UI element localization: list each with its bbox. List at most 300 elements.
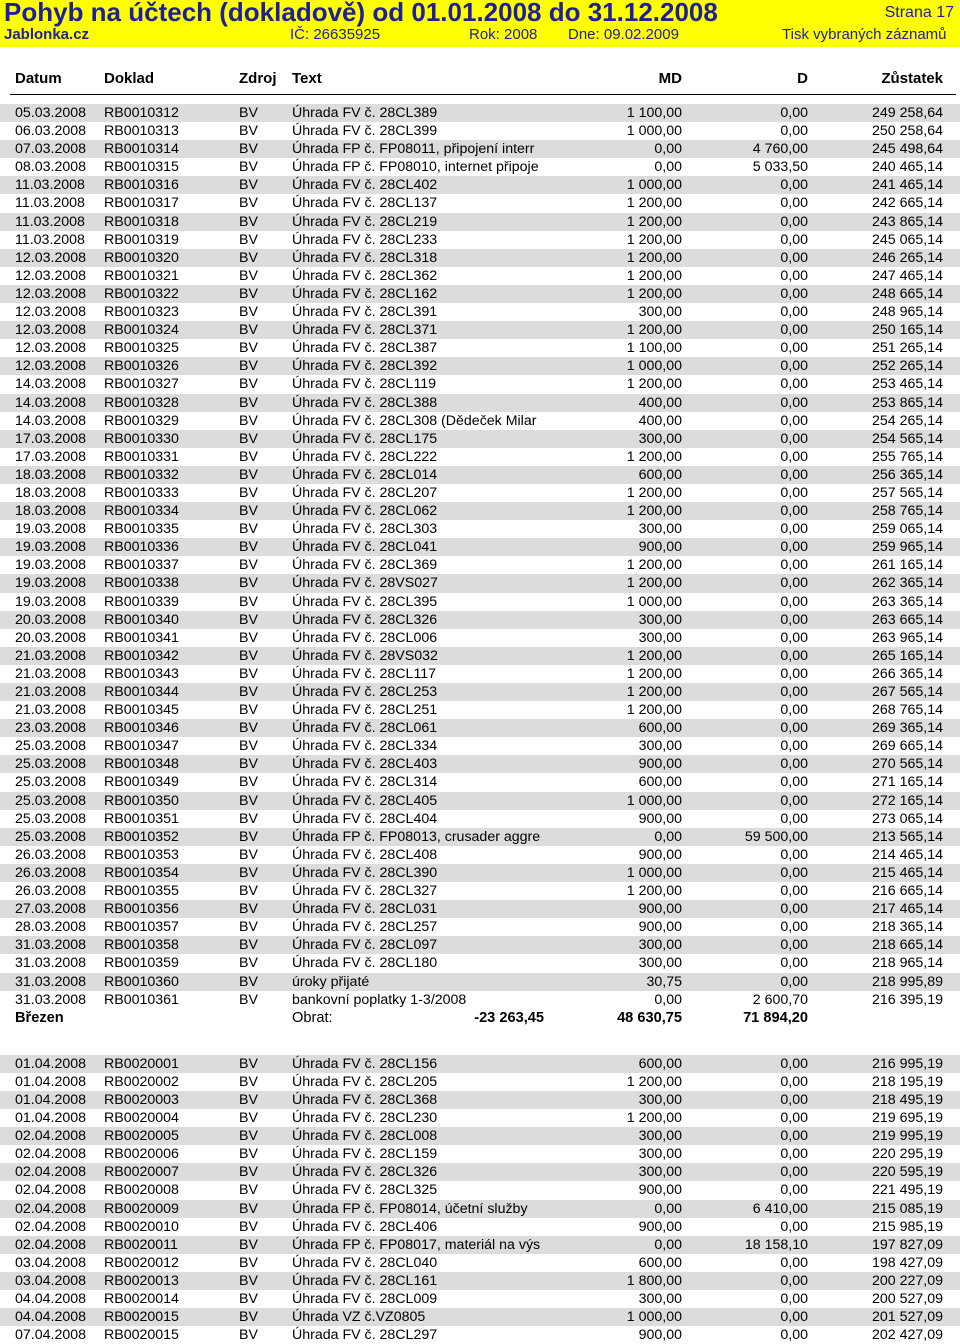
cell-d: 0,00 — [780, 557, 808, 574]
table-row — [0, 158, 960, 176]
cell-balance: 254 265,14 — [871, 412, 943, 429]
cell-balance: 256 365,14 — [871, 466, 943, 483]
cell-balance: 263 665,14 — [871, 611, 943, 628]
column-headers — [0, 70, 960, 92]
cell-text: Úhrada FV č. 28CL334 — [292, 738, 438, 755]
cell-text: Úhrada FV č. 28CL369 — [292, 557, 438, 574]
cell-source: BV — [239, 720, 258, 737]
cell-date: 08.03.2008 — [15, 159, 87, 176]
cell-document: RB0010326 — [104, 358, 179, 375]
table-row — [0, 176, 960, 194]
cell-text: Úhrada FV č. 28CL251 — [292, 702, 438, 719]
cell-text: Úhrada FV č. 28CL308 (Dědeček Milar — [292, 412, 537, 429]
cell-source: BV — [239, 611, 258, 628]
table-row — [0, 285, 960, 303]
cell-d: 0,00 — [780, 105, 808, 121]
cell-document: RB0010356 — [104, 901, 179, 918]
cell-document: RB0010317 — [104, 195, 179, 212]
cell-source: BV — [239, 1272, 258, 1289]
cell-date: 07.03.2008 — [15, 141, 87, 158]
table-row — [0, 846, 960, 864]
cell-d: 0,00 — [780, 629, 808, 646]
cell-text: Úhrada FV č. 28CL162 — [292, 285, 438, 302]
cell-document: RB0020003 — [104, 1091, 179, 1108]
cell-document: RB0010312 — [104, 105, 179, 121]
table-row — [0, 104, 960, 122]
cell-document: RB0010321 — [104, 267, 179, 284]
cell-date: 12.03.2008 — [15, 285, 87, 302]
cell-document: RB0010330 — [104, 430, 179, 447]
cell-balance: 218 495,19 — [871, 1091, 943, 1108]
cell-balance: 267 565,14 — [871, 684, 943, 700]
cell-source: BV — [239, 1128, 258, 1145]
cell-document: RB0020004 — [104, 1110, 179, 1127]
cell-d: 0,00 — [780, 665, 808, 682]
cell-text: Úhrada FV č. 28CL040 — [292, 1254, 438, 1271]
cell-document: RB0010315 — [104, 159, 179, 176]
cell-source: BV — [239, 394, 258, 411]
cell-md: 300,00 — [638, 430, 682, 447]
cell-d: 0,00 — [780, 213, 808, 230]
cell-md: 1 200,00 — [626, 484, 682, 501]
cell-balance: 245 498,64 — [871, 141, 943, 158]
cell-text: Úhrada FV č. 28CL006 — [292, 629, 438, 646]
cell-document: RB0020011 — [104, 1236, 178, 1253]
cell-date: 03.04.2008 — [15, 1272, 87, 1289]
cell-md: 1 200,00 — [626, 665, 682, 682]
summary-month: Březen — [15, 1009, 64, 1026]
cell-text: Úhrada FV č. 28CL253 — [292, 684, 438, 700]
cell-document: RB0010350 — [104, 792, 179, 809]
cell-md: 1 200,00 — [626, 322, 682, 339]
cell-date: 31.03.2008 — [15, 955, 87, 972]
cell-document: RB0020014 — [104, 1291, 179, 1307]
cell-document: RB0010320 — [104, 249, 179, 266]
cell-source: BV — [239, 1309, 258, 1326]
cell-source: BV — [239, 213, 258, 230]
cell-source: BV — [239, 557, 258, 574]
cell-document: RB0020008 — [104, 1182, 179, 1199]
cell-date: 02.04.2008 — [15, 1182, 87, 1199]
cell-md: 600,00 — [638, 1055, 682, 1072]
cell-source: BV — [239, 376, 258, 393]
cell-md: 300,00 — [638, 937, 682, 954]
summary-md: 48 630,75 — [617, 1009, 682, 1026]
cell-d: 0,00 — [780, 702, 808, 719]
cell-md: 1 200,00 — [626, 231, 682, 248]
cell-text: Úhrada FV č. 28CL219 — [292, 213, 438, 230]
cell-document: RB0010353 — [104, 846, 179, 863]
cell-d: 0,00 — [780, 123, 808, 140]
cell-text: Úhrada FV č. 28CL387 — [292, 340, 438, 357]
cell-source: BV — [239, 231, 258, 248]
cell-document: RB0010359 — [104, 955, 179, 972]
cell-text: Úhrada FV č. 28CL041 — [292, 539, 438, 556]
cell-text: Úhrada FV č. 28CL405 — [292, 792, 438, 809]
cell-date: 06.03.2008 — [15, 123, 87, 140]
cell-text: Úhrada FV č. 28CL303 — [292, 521, 438, 538]
cell-d: 0,00 — [780, 466, 808, 483]
cell-source: BV — [239, 593, 258, 610]
cell-md: 0,00 — [654, 991, 682, 1008]
cell-text: Úhrada FP č. FP08010, internet připoje — [292, 159, 539, 176]
cell-d: 59 500,00 — [744, 828, 808, 845]
table-row — [0, 683, 960, 701]
cell-md: 1 000,00 — [626, 1309, 682, 1326]
cell-text: Úhrada FV č. 28CL159 — [292, 1146, 438, 1163]
cell-text: Úhrada FV č. 28CL388 — [292, 394, 438, 411]
cell-document: RB0020015 — [104, 1327, 179, 1344]
cell-balance: 258 765,14 — [871, 503, 943, 520]
table-row — [0, 973, 960, 991]
cell-date: 11.03.2008 — [15, 195, 85, 212]
cell-source: BV — [239, 629, 258, 646]
cell-text: Úhrada FV č. 28VS032 — [292, 647, 438, 664]
cell-balance: 254 565,14 — [871, 430, 943, 447]
cell-balance: 198 427,09 — [871, 1254, 943, 1271]
table-row — [0, 611, 960, 629]
table-row — [0, 394, 960, 412]
cell-document: RB0010319 — [104, 231, 179, 248]
cell-source: BV — [239, 1110, 258, 1127]
cell-date: 25.03.2008 — [15, 828, 87, 845]
table-row — [0, 737, 960, 755]
cell-balance: 218 665,14 — [871, 937, 943, 954]
summary-d: 71 894,20 — [743, 1009, 808, 1026]
cell-document: RB0010352 — [104, 828, 179, 845]
cell-balance: 243 865,14 — [871, 213, 943, 230]
cell-date: 25.03.2008 — [15, 810, 87, 827]
cell-source: BV — [239, 1164, 258, 1181]
cell-d: 0,00 — [780, 394, 808, 411]
cell-md: 1 200,00 — [626, 213, 682, 230]
cell-date: 02.04.2008 — [15, 1164, 87, 1181]
cell-text: Úhrada FV č. 28CL318 — [292, 249, 438, 266]
cell-d: 5 033,50 — [752, 159, 808, 176]
cell-text: Úhrada FV č. 28CL391 — [292, 304, 438, 321]
cell-document: RB0010358 — [104, 937, 179, 954]
cell-md: 300,00 — [638, 629, 682, 646]
cell-balance: 247 465,14 — [871, 267, 943, 284]
cell-source: BV — [239, 358, 258, 375]
cell-d: 0,00 — [780, 1309, 808, 1326]
cell-date: 31.03.2008 — [15, 937, 87, 954]
cell-source: BV — [239, 1254, 258, 1271]
cell-document: RB0010328 — [104, 394, 179, 411]
table-row — [0, 1073, 960, 1091]
cell-d: 0,00 — [780, 611, 808, 628]
cell-text: Úhrada FV č. 28CL402 — [292, 177, 438, 194]
cell-balance: 271 165,14 — [871, 774, 943, 791]
cell-balance: 216 995,19 — [871, 1055, 943, 1072]
cell-text: Úhrada FV č. 28CL014 — [292, 466, 438, 483]
cell-md: 300,00 — [638, 1291, 682, 1307]
cell-date: 04.04.2008 — [15, 1309, 87, 1326]
cell-text: Úhrada FV č. 28CL031 — [292, 901, 438, 918]
cell-date: 01.04.2008 — [15, 1091, 87, 1108]
ledger-table — [0, 104, 960, 1344]
cell-date: 28.03.2008 — [15, 919, 87, 936]
cell-balance: 259 965,14 — [871, 539, 943, 556]
cell-text: Úhrada FV č. 28CL062 — [292, 503, 438, 520]
cell-source: BV — [239, 665, 258, 682]
cell-document: RB0010337 — [104, 557, 179, 574]
cell-d: 0,00 — [780, 1128, 808, 1145]
table-row — [0, 900, 960, 918]
cell-date: 17.03.2008 — [15, 430, 87, 447]
cell-balance: 219 995,19 — [871, 1128, 943, 1145]
table-row — [0, 556, 960, 574]
cell-source: BV — [239, 195, 258, 212]
table-row — [0, 375, 960, 393]
cell-md: 1 000,00 — [626, 123, 682, 140]
cell-document: RB0010322 — [104, 285, 179, 302]
cell-md: 300,00 — [638, 955, 682, 972]
cell-date: 21.03.2008 — [15, 702, 87, 719]
cell-source: BV — [239, 141, 258, 158]
cell-date: 04.04.2008 — [15, 1291, 87, 1307]
cell-md: 600,00 — [638, 1254, 682, 1271]
cell-text: Úhrada FV č. 28CL097 — [292, 937, 438, 954]
cell-source: BV — [239, 702, 258, 719]
cell-date: 26.03.2008 — [15, 864, 87, 881]
cell-date: 21.03.2008 — [15, 684, 87, 700]
cell-balance: 250 258,64 — [871, 123, 943, 140]
table-row — [0, 1272, 960, 1290]
cell-document: RB0010338 — [104, 575, 179, 592]
cell-date: 17.03.2008 — [15, 448, 87, 465]
table-row — [0, 267, 960, 285]
cell-md: 300,00 — [638, 611, 682, 628]
table-row — [0, 122, 960, 140]
cell-document: RB0010341 — [104, 629, 179, 646]
cell-md: 30,75 — [646, 973, 682, 990]
col-header-md: MD — [658, 70, 682, 87]
cell-d: 0,00 — [780, 955, 808, 972]
cell-source: BV — [239, 1091, 258, 1108]
cell-date: 05.03.2008 — [15, 105, 87, 121]
cell-document: RB0010346 — [104, 720, 179, 737]
cell-d: 6 410,00 — [752, 1200, 808, 1217]
cell-document: RB0010349 — [104, 774, 179, 791]
table-row — [0, 231, 960, 249]
cell-date: 01.04.2008 — [15, 1073, 87, 1090]
cell-md: 600,00 — [638, 774, 682, 791]
cell-d: 0,00 — [780, 430, 808, 447]
cell-text: Úhrada FV č. 28CL389 — [292, 105, 438, 121]
table-row — [0, 755, 960, 773]
cell-text: Úhrada FV č. 28CL233 — [292, 231, 438, 248]
cell-source: BV — [239, 828, 258, 845]
cell-d: 0,00 — [780, 322, 808, 339]
cell-md: 1 200,00 — [626, 557, 682, 574]
cell-balance: 214 465,14 — [871, 846, 943, 863]
cell-md: 300,00 — [638, 1164, 682, 1181]
table-row — [0, 357, 960, 375]
cell-md: 900,00 — [638, 756, 682, 773]
cell-md: 600,00 — [638, 720, 682, 737]
cell-md: 300,00 — [638, 304, 682, 321]
table-row — [0, 593, 960, 611]
cell-md: 600,00 — [638, 466, 682, 483]
table-row — [0, 1109, 960, 1127]
cell-balance: 216 665,14 — [871, 883, 943, 900]
cell-document: RB0020012 — [104, 1254, 179, 1271]
cell-balance: 201 527,09 — [871, 1309, 943, 1326]
cell-document: RB0010345 — [104, 702, 179, 719]
cell-date: 27.03.2008 — [15, 901, 87, 918]
table-row — [0, 882, 960, 900]
cell-md: 900,00 — [638, 810, 682, 827]
cell-md: 0,00 — [654, 159, 682, 176]
table-row — [0, 1145, 960, 1163]
cell-document: RB0010340 — [104, 611, 179, 628]
cell-text: Úhrada FV č. 28CL368 — [292, 1091, 438, 1108]
cell-source: BV — [239, 1291, 258, 1307]
cell-text: Úhrada FV č. 28CL009 — [292, 1291, 438, 1307]
cell-text: Úhrada FV č. 28CL325 — [292, 1182, 438, 1199]
cell-document: RB0010333 — [104, 484, 179, 501]
table-row — [0, 629, 960, 647]
cell-balance: 265 165,14 — [871, 647, 943, 664]
cell-md: 300,00 — [638, 1146, 682, 1163]
cell-document: RB0010342 — [104, 647, 179, 664]
cell-d: 0,00 — [780, 484, 808, 501]
cell-source: BV — [239, 304, 258, 321]
cell-d: 0,00 — [780, 973, 808, 990]
cell-text: Úhrada FV č. 28CL408 — [292, 846, 438, 863]
cell-text: Úhrada FV č. 28CL156 — [292, 1055, 438, 1072]
cell-balance: 253 865,14 — [871, 394, 943, 411]
cell-d: 0,00 — [780, 1146, 808, 1163]
cell-source: BV — [239, 285, 258, 302]
cell-text: Úhrada FV č. 28CL061 — [292, 720, 438, 737]
cell-source: BV — [239, 937, 258, 954]
cell-md: 0,00 — [654, 1236, 682, 1253]
report-year: Rok: 2008 — [469, 26, 538, 43]
cell-balance: 200 227,09 — [871, 1272, 943, 1289]
cell-document: RB0010355 — [104, 883, 179, 900]
table-row — [0, 538, 960, 556]
cell-date: 25.03.2008 — [15, 738, 87, 755]
cell-date: 26.03.2008 — [15, 846, 87, 863]
cell-date: 20.03.2008 — [15, 611, 87, 628]
cell-d: 0,00 — [780, 901, 808, 918]
cell-document: RB0010314 — [104, 141, 179, 158]
cell-balance: 216 395,19 — [871, 991, 943, 1008]
cell-d: 0,00 — [780, 864, 808, 881]
cell-source: BV — [239, 539, 258, 556]
cell-text: Úhrada FV č. 28CL207 — [292, 484, 438, 501]
cell-date: 25.03.2008 — [15, 774, 87, 791]
cell-d: 0,00 — [780, 810, 808, 827]
cell-md: 1 200,00 — [626, 195, 682, 212]
cell-d: 0,00 — [780, 521, 808, 538]
cell-date: 12.03.2008 — [15, 322, 87, 339]
cell-md: 0,00 — [654, 828, 682, 845]
cell-source: BV — [239, 1146, 258, 1163]
cell-d: 0,00 — [780, 177, 808, 194]
cell-document: RB0010348 — [104, 756, 179, 773]
cell-md: 1 200,00 — [626, 1073, 682, 1090]
cell-source: BV — [239, 738, 258, 755]
cell-d: 0,00 — [780, 720, 808, 737]
cell-balance: 220 595,19 — [871, 1164, 943, 1181]
cell-source: BV — [239, 919, 258, 936]
table-row — [0, 213, 960, 231]
col-header-datum: Datum — [15, 70, 62, 87]
cell-d: 0,00 — [780, 503, 808, 520]
cell-md: 1 000,00 — [626, 792, 682, 809]
cell-md: 300,00 — [638, 1091, 682, 1108]
cell-balance: 200 527,09 — [871, 1291, 943, 1307]
cell-date: 11.03.2008 — [15, 231, 85, 248]
cell-date: 02.04.2008 — [15, 1236, 87, 1253]
section-gap — [0, 1027, 960, 1055]
cell-date: 14.03.2008 — [15, 376, 87, 393]
cell-source: BV — [239, 973, 258, 990]
cell-text: Úhrada FV č. 28CL161 — [292, 1272, 438, 1289]
cell-source: BV — [239, 1236, 258, 1253]
cell-d: 0,00 — [780, 412, 808, 429]
cell-document: RB0010325 — [104, 340, 179, 357]
cell-document: RB0010354 — [104, 864, 179, 881]
table-row — [0, 412, 960, 430]
cell-source: BV — [239, 1327, 258, 1344]
cell-document: RB0010339 — [104, 593, 179, 610]
cell-text: Úhrada VZ č.VZ0805 — [292, 1309, 426, 1326]
cell-d: 0,00 — [780, 756, 808, 773]
table-row — [0, 194, 960, 212]
cell-balance: 261 165,14 — [871, 557, 943, 574]
cell-source: BV — [239, 340, 258, 357]
cell-d: 0,00 — [780, 919, 808, 936]
cell-source: BV — [239, 123, 258, 140]
table-row — [0, 1163, 960, 1181]
table-row — [0, 1308, 960, 1326]
cell-source: BV — [239, 503, 258, 520]
report-date: Dne: 09.02.2009 — [568, 26, 679, 43]
cell-md: 0,00 — [654, 141, 682, 158]
cell-d: 4 760,00 — [752, 141, 808, 158]
cell-source: BV — [239, 105, 258, 121]
cell-text: Úhrada FV č. 28CL180 — [292, 955, 438, 972]
cell-source: BV — [239, 810, 258, 827]
cell-md: 1 000,00 — [626, 177, 682, 194]
cell-md: 1 200,00 — [626, 285, 682, 302]
cell-date: 25.03.2008 — [15, 792, 87, 809]
cell-date: 18.03.2008 — [15, 466, 87, 483]
cell-source: BV — [239, 883, 258, 900]
cell-balance: 215 085,19 — [871, 1200, 943, 1217]
cell-d: 0,00 — [780, 937, 808, 954]
table-row — [0, 339, 960, 357]
cell-text: Úhrada FV č. 28CL222 — [292, 448, 438, 465]
cell-date: 12.03.2008 — [15, 304, 87, 321]
cell-md: 1 000,00 — [626, 864, 682, 881]
cell-md: 1 200,00 — [626, 684, 682, 700]
cell-balance: 202 427,09 — [871, 1327, 943, 1344]
cell-text: Úhrada FV č. 28CL404 — [292, 810, 438, 827]
cell-d: 0,00 — [780, 358, 808, 375]
cell-md: 1 200,00 — [626, 883, 682, 900]
cell-balance: 269 665,14 — [871, 738, 943, 755]
cell-balance: 241 465,14 — [871, 177, 943, 194]
cell-d: 0,00 — [780, 539, 808, 556]
cell-balance: 220 295,19 — [871, 1146, 943, 1163]
table-row — [0, 991, 960, 1009]
table-row — [0, 502, 960, 520]
